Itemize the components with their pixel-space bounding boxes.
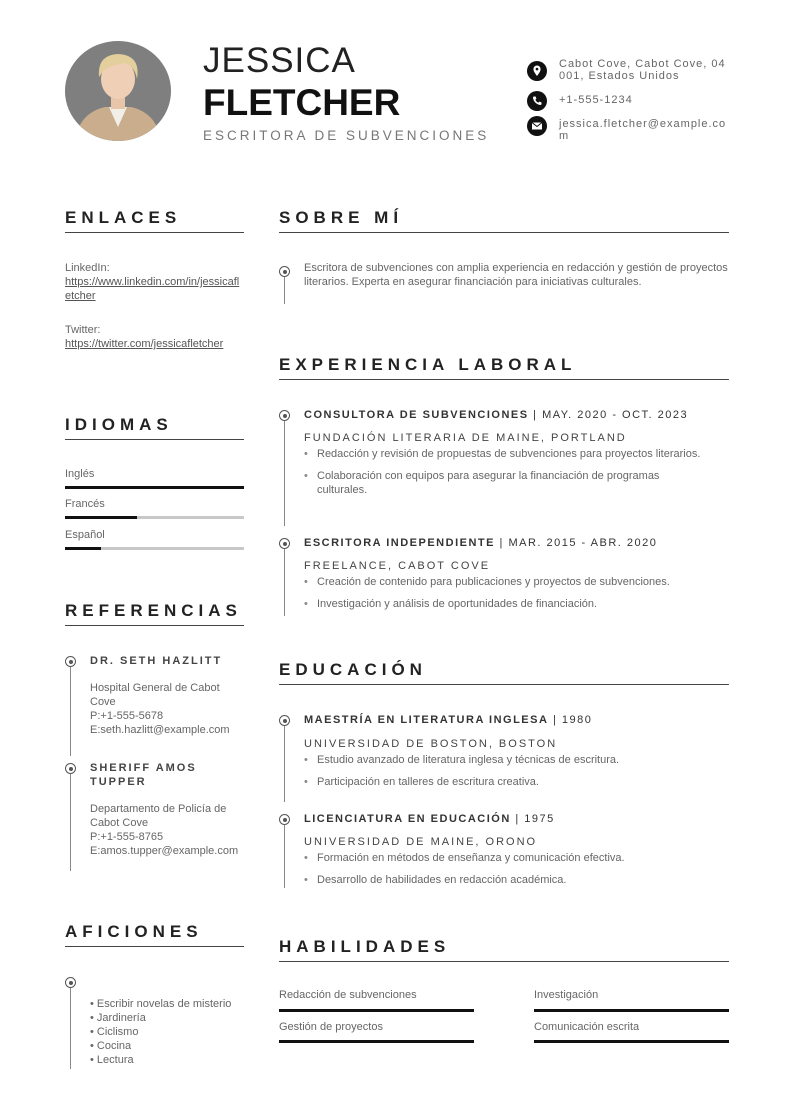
skill-bar	[279, 1040, 474, 1043]
job-bullet: • Redacción y revisión de propuestas de subvenciones para proyectos literarios.	[304, 447, 709, 461]
timeline-dot	[279, 266, 290, 277]
language-name: Francés	[65, 498, 105, 510]
hobby-item: • Jardinería	[90, 1012, 146, 1024]
education-bullets	[304, 753, 724, 789]
portrait-image	[65, 41, 171, 141]
reference-name: DR. SETH HAZLITT	[90, 655, 223, 667]
linkedin-label: LinkedIn:	[65, 262, 110, 274]
language-bar-fill	[65, 486, 244, 489]
job-period: MAY. 2020 - OCT. 2023	[542, 409, 689, 421]
languages-heading: IDIOMAS	[65, 415, 173, 434]
job-bullet: • Investigación y análisis de oportunidades de financiación.	[304, 597, 724, 611]
timeline-dot	[279, 538, 290, 549]
job-position: ESCRITORA INDEPENDIENTE	[304, 537, 495, 549]
twitter-label: Twitter:	[65, 324, 101, 336]
about-rule	[279, 232, 729, 233]
education-title: MAESTRÍA EN LITERATURA INGLESA | 1980	[304, 714, 593, 726]
language-name: Inglés	[65, 468, 95, 480]
timeline-line	[284, 824, 285, 888]
about-text: Escritora de subvenciones con amplia experiencia en redacción y gestión de proyectos literarios. Experta en asegurar financiación para iniciativas culturales.	[304, 262, 728, 288]
references-rule	[65, 625, 244, 626]
skills-heading: HABILIDADES	[279, 937, 451, 956]
education-institution: UNIVERSIDAD DE BOSTON, BOSTON	[304, 738, 558, 750]
link-twitter	[65, 323, 243, 351]
job-bullet: • Colaboración con equipos para asegurar la financiación de programas culturales.	[304, 469, 709, 497]
language-bar	[65, 547, 244, 550]
experience-rule	[279, 379, 729, 380]
job-bullets	[304, 447, 709, 497]
language-name: Español	[65, 529, 105, 541]
timeline-dot	[279, 814, 290, 825]
job-position: CONSULTORA DE SUBVENCIONES	[304, 409, 529, 421]
reference-org: Departamento de Policía de Cabot Cove	[90, 803, 227, 829]
links-heading: ENLACES	[65, 208, 182, 227]
reference-name: SHERIFF AMOS TUPPER	[90, 762, 197, 788]
location-icon	[527, 61, 547, 81]
timeline-line	[284, 276, 285, 304]
about-heading: SOBRE MÍ	[279, 208, 404, 227]
job-period: MAR. 2015 - ABR. 2020	[508, 537, 658, 549]
experience-title: CONSULTORA DE SUBVENCIONES | MAY. 2020 - OCT. 2023	[304, 409, 689, 421]
reference-phone: P:+1-555-8765	[90, 831, 164, 843]
language-bar	[65, 516, 244, 519]
hobby-item: • Ciclismo	[90, 1026, 139, 1038]
references-heading: REFERENCIAS	[65, 601, 242, 620]
reference-details	[90, 681, 242, 737]
skills-rule	[279, 961, 729, 962]
job-bullet: • Creación de contenido para publicaciones y proyectos de subvenciones.	[304, 575, 724, 589]
degree-year: 1980	[561, 714, 593, 726]
timeline-line	[284, 548, 285, 616]
degree-year: 1975	[524, 813, 555, 825]
phone-text: +1-555-1234	[559, 94, 633, 106]
skill-name: Investigación	[534, 989, 599, 1001]
email-text: jessica.fletcher@example.com	[559, 118, 727, 142]
phone-icon	[527, 91, 547, 111]
first-name: JESSICA	[203, 41, 356, 80]
education-bullet: • Formación en métodos de enseñanza y comunicación efectiva.	[304, 851, 724, 865]
reference-email: E:amos.tupper@example.com	[90, 845, 239, 857]
hobby-item: • Escribir novelas de misterio	[90, 998, 232, 1010]
address-text: Cabot Cove, Cabot Cove, 04001, Estados Unidos	[559, 58, 726, 82]
links-rule	[65, 232, 244, 233]
timeline-dot	[65, 656, 76, 667]
hobby-item: • Cocina	[90, 1040, 132, 1052]
job-title: ESCRITORA DE SUBVENCIONES	[203, 128, 490, 143]
job-bullets	[304, 575, 724, 611]
timeline-line	[284, 420, 285, 526]
hobbies-heading: AFICIONES	[65, 922, 203, 941]
reference-email: E:seth.hazlitt@example.com	[90, 724, 230, 736]
job-organization: FUNDACIÓN LITERARIA DE MAINE, PORTLAND	[304, 432, 627, 444]
hobby-item: • Lectura	[90, 1054, 134, 1066]
timeline-line	[284, 725, 285, 802]
reference-phone: P:+1-555-5678	[90, 710, 164, 722]
experience-heading: EXPERIENCIA LABORAL	[279, 355, 577, 374]
education-bullet: • Desarrollo de habilidades en redacción académica.	[304, 873, 724, 887]
timeline-dot	[279, 715, 290, 726]
skill-name: Redacción de subvenciones	[279, 989, 417, 1001]
timeline-line	[70, 773, 71, 871]
linkedin-url[interactable]: https://www.linkedin.com/in/jessicafletcher	[65, 276, 240, 302]
skill-bar	[534, 1040, 729, 1043]
language-bar-fill	[65, 516, 137, 519]
timeline-line	[70, 987, 71, 1069]
education-rule	[279, 684, 729, 685]
timeline-dot	[65, 763, 76, 774]
skill-bar	[279, 1009, 474, 1012]
timeline-line	[70, 666, 71, 756]
degree-name: LICENCIATURA EN EDUCACIÓN	[304, 813, 511, 825]
twitter-url[interactable]: https://twitter.com/jessicafletcher	[65, 338, 224, 350]
skill-bar	[534, 1009, 729, 1012]
education-institution: UNIVERSIDAD DE MAINE, ORONO	[304, 836, 538, 848]
languages-rule	[65, 439, 244, 440]
language-bar-fill	[65, 547, 101, 550]
skill-name: Gestión de proyectos	[279, 1021, 383, 1033]
education-heading: EDUCACIÓN	[279, 660, 427, 679]
hobbies-rule	[65, 946, 244, 947]
education-title: LICENCIATURA EN EDUCACIÓN | 1975	[304, 813, 555, 825]
job-organization: FREELANCE, CABOT COVE	[304, 560, 491, 572]
experience-title: ESCRITORA INDEPENDIENTE | MAR. 2015 - ABR. 2020	[304, 537, 658, 549]
reference-org: Hospital General de Cabot Cove	[90, 682, 220, 708]
timeline-dot	[279, 410, 290, 421]
education-bullet: • Estudio avanzado de literatura inglesa y técnicas de escritura.	[304, 753, 724, 767]
link-linkedin	[65, 261, 243, 303]
skill-name: Comunicación escrita	[534, 1021, 640, 1033]
education-bullets	[304, 851, 724, 887]
hobbies-list	[90, 997, 245, 1067]
language-bar	[65, 486, 244, 489]
degree-name: MAESTRÍA EN LITERATURA INGLESA	[304, 714, 549, 726]
email-icon	[527, 116, 547, 136]
timeline-dot	[65, 977, 76, 988]
reference-details	[90, 802, 242, 858]
education-bullet: • Participación en talleres de escritura creativa.	[304, 775, 724, 789]
profile-photo	[65, 41, 171, 141]
last-name: FLETCHER	[203, 82, 401, 123]
